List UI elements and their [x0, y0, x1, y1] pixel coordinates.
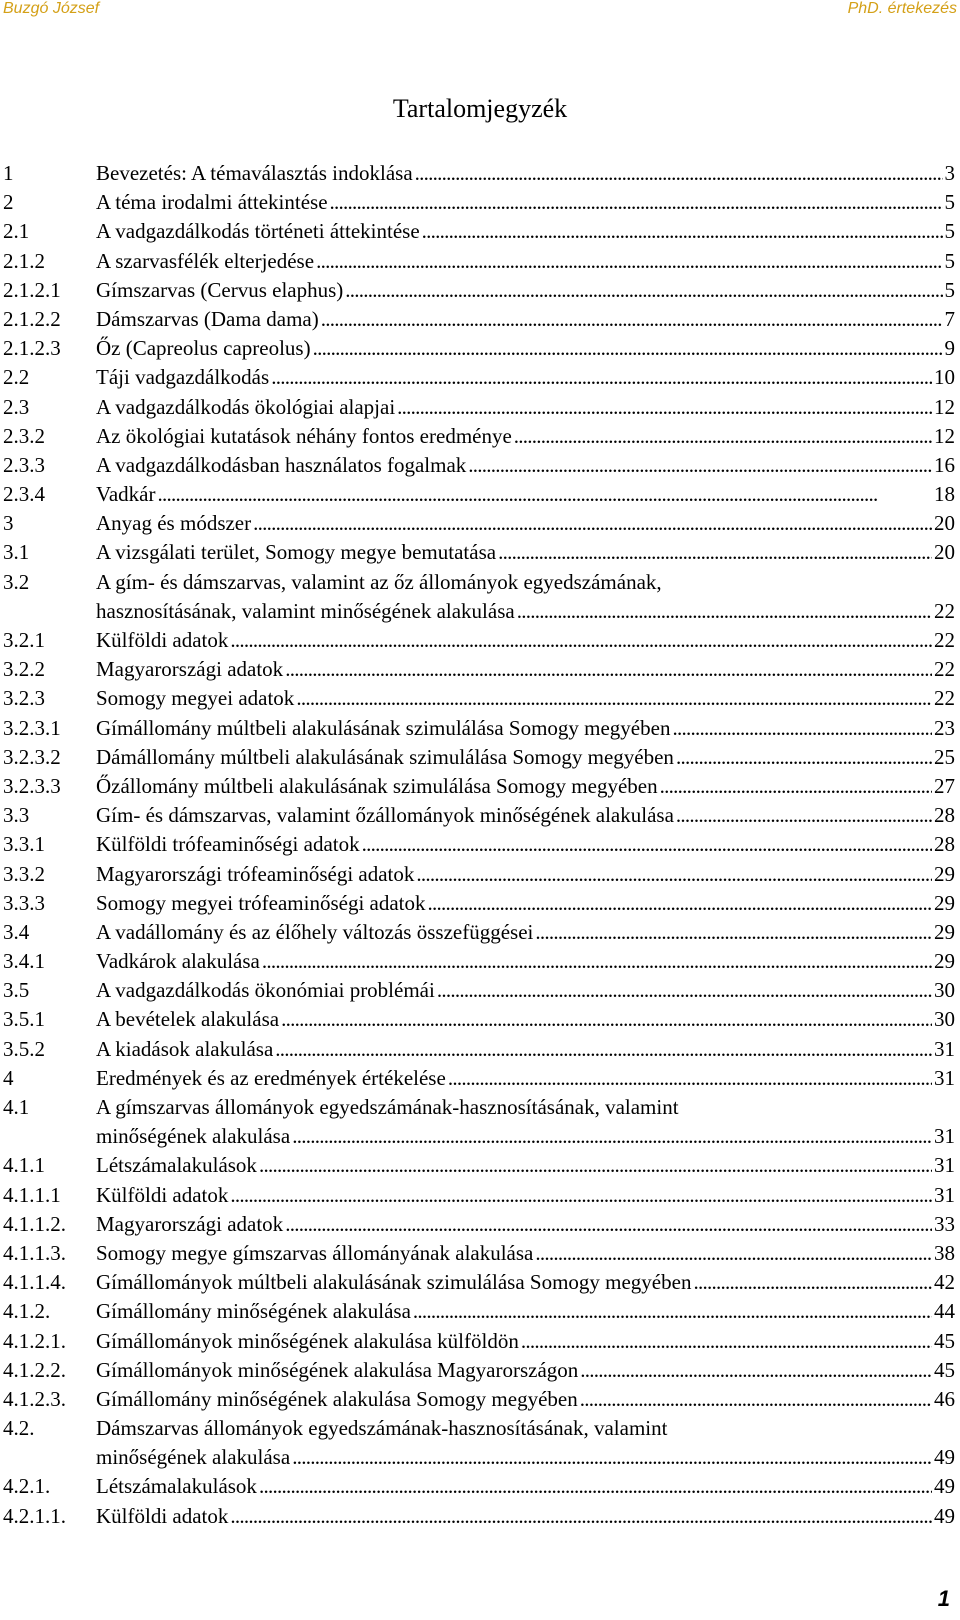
toc-entry-page: 29: [934, 890, 955, 915]
toc-entry-title: A vadgazdálkodás történeti áttekintése: [96, 219, 420, 244]
toc-entry-page: 31: [934, 1036, 955, 1061]
toc-entry-number: 4.2.: [3, 1416, 35, 1441]
toc-entry[interactable]: [3, 1385, 955, 1414]
toc-entry-number: 2.3.2: [3, 423, 45, 448]
toc-entry-title: minőségének alakulása: [96, 1445, 291, 1470]
toc-entry-page: 7: [944, 306, 955, 331]
toc-entry-page: 12: [934, 423, 955, 448]
dot-leader: [157, 480, 932, 509]
toc-entry-number: 3.3.3: [3, 890, 45, 915]
toc-entry-page: 29: [934, 949, 955, 974]
toc-entry-title-line1: A gím- és dámszarvas, valamint az őz állományok egyedszámának,: [96, 569, 662, 594]
toc-entry[interactable]: [3, 1327, 955, 1356]
toc-entry[interactable]: [3, 538, 955, 567]
dot-leader: [330, 188, 943, 217]
dot-leader: [253, 509, 932, 538]
toc-entry-line: [96, 393, 955, 422]
toc-entry-number: 4.1.1.4.: [3, 1270, 66, 1295]
dot-leader: [285, 1210, 932, 1239]
toc-entry[interactable]: [3, 772, 955, 801]
toc-entry-title: Gím- és dámszarvas, valamint őzállományok minőségének alakulása: [96, 803, 674, 828]
toc-entry[interactable]: [3, 1414, 955, 1472]
toc-entry-title: Gímállományok minőségének alakulása külföldön: [96, 1328, 519, 1353]
toc-entry-number: 4.1.2.2.: [3, 1357, 66, 1382]
toc-entry-title: hasznosításának, valamint minőségének alakulása: [96, 598, 515, 623]
dot-leader: [281, 1005, 932, 1034]
header-doc-type: PhD. értekezés: [847, 0, 957, 17]
toc-entry-number: 3.1: [3, 540, 30, 565]
toc-entry-page: 27: [934, 773, 955, 798]
toc-entry[interactable]: [3, 422, 955, 451]
toc-entry-line: [96, 1385, 955, 1414]
toc-entry-number: 3.3.1: [3, 832, 45, 857]
toc-entry-line: [96, 830, 955, 859]
dot-leader: [313, 334, 943, 363]
toc-entry-page: 12: [934, 394, 955, 419]
toc-entry-number: 3.5: [3, 978, 30, 1003]
toc-entry-page: 33: [934, 1211, 955, 1236]
toc-entry-number: 3: [3, 511, 14, 536]
toc-entry-title: A kiadások alakulása: [96, 1036, 274, 1061]
toc-entry-title: A vadállomány és az élőhely változás összefüggései: [96, 919, 534, 944]
toc-entry[interactable]: [3, 801, 955, 830]
toc-entry-number: 2.1.2.1: [3, 277, 61, 302]
toc-entry-line: [96, 538, 955, 567]
toc-entry-page: 31: [934, 1065, 955, 1090]
toc-entry-title: Magyarországi trófeaminőségi adatok: [96, 861, 415, 886]
toc-entry[interactable]: [3, 1005, 955, 1034]
toc-entry-line: [96, 947, 955, 976]
dot-leader: [580, 1385, 932, 1414]
dot-leader: [676, 743, 932, 772]
toc-entry-title: Gímállomány múltbeli alakulásának szimulálása Somogy megyében: [96, 715, 671, 740]
dot-leader: [514, 422, 932, 451]
page-header: [0, 0, 960, 20]
toc-entry[interactable]: [3, 684, 955, 713]
toc-entry-page: 16: [934, 452, 955, 477]
dot-leader: [259, 1151, 932, 1180]
toc-entry-page: 28: [934, 803, 955, 828]
page-title: Tartalomjegyzék: [392, 94, 568, 123]
toc-entry-line: [96, 714, 955, 743]
toc-entry[interactable]: [3, 1064, 955, 1093]
toc-entry-line: [96, 1181, 955, 1210]
toc-entry[interactable]: [3, 655, 955, 684]
toc-entry-line: [96, 860, 955, 889]
dot-leader: [437, 976, 932, 1005]
toc-entry-page: 31: [934, 1153, 955, 1178]
toc-entry[interactable]: [3, 363, 955, 392]
toc-entry-number: 3.4: [3, 919, 30, 944]
page-number: 1: [937, 1586, 950, 1611]
toc-entry-title: Gímállományok minőségének alakulása Magyarországon: [96, 1357, 579, 1382]
dot-leader: [676, 801, 932, 830]
toc-entry-number: 3.5.1: [3, 1007, 45, 1032]
toc-entry-title: Külföldi adatok: [96, 628, 229, 652]
toc-entry-title: Eredmények és az eredmények értékelése: [96, 1065, 446, 1090]
toc-entry[interactable]: [3, 1035, 955, 1064]
toc-entry-title: Dámszarvas (Dama dama): [96, 306, 319, 331]
toc-entry-line: [96, 363, 955, 392]
toc-entry-number: 4.2.1.1.: [3, 1503, 66, 1528]
toc-entry-line: [96, 597, 955, 626]
dot-leader: [262, 947, 932, 976]
toc-entry[interactable]: [3, 626, 955, 655]
dot-leader: [415, 159, 943, 188]
toc-entry-title: Somogy megyei trófeaminőségi adatok: [96, 890, 426, 915]
toc-entry-title: A vadgazdálkodás ökonómiai problémái: [96, 978, 435, 1003]
toc-entry-page: 29: [934, 919, 955, 944]
toc-entry-number: 3.2.3.3: [3, 773, 61, 798]
header-author: Buzgó József: [3, 0, 100, 17]
toc-entry-number: 3.2.1: [3, 628, 45, 652]
toc-entry-number: 3.4.1: [3, 949, 45, 974]
toc-entry-line: [96, 801, 955, 830]
toc-entry-line: [96, 743, 955, 772]
toc-entry[interactable]: [3, 1151, 955, 1180]
toc-entry-number: 2.3.3: [3, 452, 45, 477]
toc-entry[interactable]: [3, 480, 955, 509]
toc-entry[interactable]: [3, 1472, 955, 1501]
toc-entry-line: [96, 1297, 955, 1326]
toc-entry-number: 4.1.2.: [3, 1299, 51, 1324]
toc-entry-title: Somogy megye gímszarvas állományának alakulása: [96, 1240, 534, 1265]
dot-leader: [580, 1356, 932, 1385]
toc-entry-line: [96, 509, 955, 538]
toc-entry-page: 29: [934, 861, 955, 886]
toc-entry-page: 5: [944, 190, 955, 215]
toc-entry-page: 44: [934, 1299, 955, 1324]
toc-entry-page: 45: [934, 1328, 955, 1353]
toc-entry-number: 2.3: [3, 394, 30, 419]
toc-entry[interactable]: [3, 830, 955, 859]
toc-entry-title: Bevezetés: A témaválasztás indoklása: [96, 161, 413, 185]
toc-entry-number: 4: [3, 1065, 14, 1090]
toc-entry[interactable]: [3, 568, 955, 626]
toc-entry-number: 3.2.3.1: [3, 715, 61, 740]
toc-entry-number: 4.1.1.3.: [3, 1240, 66, 1265]
toc-entry-line: [96, 334, 955, 363]
dot-leader: [498, 538, 932, 567]
dot-leader: [428, 889, 932, 918]
toc-entry-title: Külföldi adatok: [96, 1503, 229, 1528]
toc-entry-title: Külföldi trófeaminőségi adatok: [96, 832, 360, 857]
toc-entry-page: 45: [934, 1357, 955, 1382]
toc-entry-line: [96, 772, 955, 801]
toc-entry-title: Gímszarvas (Cervus elaphus): [96, 277, 344, 302]
dot-leader: [292, 1443, 932, 1472]
dot-leader: [296, 684, 932, 713]
toc-entry-number: 2.1.2: [3, 248, 45, 273]
toc-entry-page: 22: [934, 598, 955, 623]
dot-leader: [422, 217, 943, 246]
toc-entry-page: 18: [934, 482, 955, 507]
toc-entry-page: 49: [934, 1445, 955, 1470]
toc-entry-title: A szarvasfélék elterjedése: [96, 248, 315, 273]
toc-entry[interactable]: [3, 188, 955, 217]
dot-leader: [397, 393, 932, 422]
toc-entry-page: 38: [934, 1240, 955, 1265]
toc-entry-title: A vizsgálati terület, Somogy megye bemutatása: [96, 540, 497, 565]
toc-entry-line: [96, 1122, 955, 1151]
dot-leader: [535, 1239, 932, 1268]
toc-entry-page: 28: [934, 832, 955, 857]
toc-entry-line: [96, 480, 955, 509]
dot-leader: [230, 1181, 932, 1210]
toc-entry-page: 25: [934, 744, 955, 769]
toc-entry-number: 2.1: [3, 219, 30, 244]
dot-leader: [517, 597, 932, 626]
toc-entry-page: 30: [934, 978, 955, 1003]
toc-entry[interactable]: [3, 1239, 955, 1268]
toc-entry[interactable]: [3, 247, 955, 276]
toc-entry-number: 2.3.4: [3, 482, 45, 507]
toc-entry-number: 1: [3, 161, 14, 185]
toc-entry[interactable]: [3, 217, 955, 246]
toc-entry[interactable]: [3, 159, 955, 188]
toc-entry[interactable]: [3, 1210, 955, 1239]
toc-entry-number: 4.1.2.1.: [3, 1328, 66, 1353]
toc-entry[interactable]: [3, 276, 955, 305]
toc-entry[interactable]: [3, 509, 955, 538]
dot-leader: [259, 1472, 932, 1501]
toc-entry-page: 5: [944, 277, 955, 302]
toc-entry-title: Az ökológiai kutatások néhány fontos eredménye: [96, 423, 512, 448]
toc-entry-title: Magyarországi adatok: [96, 1211, 284, 1236]
toc-entry-page: 5: [944, 248, 955, 273]
dot-leader: [413, 1297, 932, 1326]
toc-entry-title: Őz (Capreolus capreolus): [96, 336, 311, 361]
toc-entry-page: 20: [934, 540, 955, 565]
toc-entry-number: 2.2: [3, 365, 30, 390]
toc-entry-page: 49: [934, 1474, 955, 1499]
toc-entry-page: 22: [934, 657, 955, 682]
dot-leader: [316, 247, 942, 276]
toc-entry[interactable]: [3, 334, 955, 363]
toc-entry[interactable]: [3, 1502, 955, 1531]
toc-entry-line: [96, 626, 955, 655]
toc-entry-page: 22: [934, 686, 955, 711]
toc-entry[interactable]: [3, 889, 955, 918]
toc-entry-line: [96, 305, 955, 334]
toc-entry-page: 22: [934, 628, 955, 652]
toc-entry[interactable]: [3, 947, 955, 976]
toc-entry-title: Létszámalakulások: [96, 1474, 257, 1499]
toc-entry-number: 3.2.2: [3, 657, 45, 682]
toc-entry-page: 9: [944, 336, 955, 361]
toc-entry-line: [96, 1472, 955, 1501]
dot-leader: [448, 1064, 932, 1093]
toc-entry-number: 2.1.2.3: [3, 336, 61, 361]
toc-entry-page: 49: [934, 1503, 955, 1528]
toc-entry-number: 3.2.3.2: [3, 744, 61, 769]
toc-entry-number: 3.2: [3, 569, 30, 594]
toc-entry-page: 10: [934, 365, 955, 390]
toc-entry-line: [96, 188, 955, 217]
toc-entry[interactable]: [3, 976, 955, 1005]
toc-entry-number: 3.3.2: [3, 861, 45, 886]
toc-entry[interactable]: [3, 918, 955, 947]
toc-entry-title: Táji vadgazdálkodás: [96, 365, 270, 390]
dot-leader: [345, 276, 942, 305]
toc-entry-line: [96, 684, 955, 713]
toc-entry-number: 4.1: [3, 1095, 30, 1119]
toc-entry-line: [96, 1327, 955, 1356]
toc-entry-number: 4.1.1: [3, 1153, 45, 1178]
toc-entry[interactable]: [3, 1181, 955, 1210]
dot-leader: [416, 860, 932, 889]
dot-leader: [693, 1268, 932, 1297]
toc-entry-title: A vadgazdálkodásban használatos fogalmak: [96, 452, 467, 477]
toc-entry-line: [96, 247, 955, 276]
toc-entry[interactable]: [3, 1093, 955, 1151]
toc-entry-page: 20: [934, 511, 955, 536]
toc-entry[interactable]: [3, 860, 955, 889]
toc-entry-page: 31: [934, 1182, 955, 1207]
toc-entry-line: [96, 1005, 955, 1034]
dot-leader: [230, 626, 932, 655]
toc-entry-line: [96, 1502, 955, 1531]
toc-entry-number: 4.2.1.: [3, 1474, 51, 1499]
toc-entry-title: Anyag és módszer: [96, 511, 252, 536]
toc-entry-page: 46: [934, 1386, 955, 1411]
toc-entry-line: [96, 1443, 955, 1472]
toc-entry-page: 23: [934, 715, 955, 740]
toc-entry[interactable]: [3, 393, 955, 422]
toc-entry-line: [96, 1064, 955, 1093]
toc-entry-title: Magyarországi adatok: [96, 657, 284, 682]
toc-entry[interactable]: [3, 714, 955, 743]
toc-entry-number: 2: [3, 190, 14, 215]
toc-entry-line: [96, 1239, 955, 1268]
toc-entry-line: [96, 217, 955, 246]
toc-entry-title: Gímállomány minőségének alakulása: [96, 1299, 411, 1324]
toc-entry-line: [96, 1268, 955, 1297]
dot-leader: [275, 1035, 932, 1064]
toc-entry-page: 31: [934, 1124, 955, 1149]
toc-entry-title: A téma irodalmi áttekintése: [96, 190, 328, 215]
toc-entry-title: Gímállomány minőségének alakulása Somogy megyében: [96, 1386, 578, 1411]
dot-leader: [535, 918, 932, 947]
toc-entry-title: Somogy megyei adatok: [96, 686, 295, 711]
toc-entry-line: [96, 1035, 955, 1064]
toc-entry-title: minőségének alakulása: [96, 1124, 291, 1149]
toc-entry[interactable]: [3, 451, 955, 480]
toc-entry-page: 3: [944, 161, 955, 185]
toc-entry-number: 3.2.3: [3, 686, 45, 711]
dot-leader: [672, 714, 932, 743]
dot-leader: [362, 830, 932, 859]
toc-entry-title-line1: Dámszarvas állományok egyedszámának-hasznosításának, valamint: [96, 1416, 668, 1441]
toc-entry-title: Vadkár: [96, 482, 156, 507]
toc-entry-line: [96, 159, 955, 188]
toc-entry-number: 4.1.1.2.: [3, 1211, 66, 1236]
toc-entry-page: 42: [934, 1270, 955, 1295]
dot-leader: [292, 1122, 932, 1151]
toc-entry-title: Vadkárok alakulása: [96, 949, 260, 974]
dot-leader: [660, 772, 932, 801]
toc-entry-line: [96, 422, 955, 451]
dot-leader: [521, 1327, 932, 1356]
toc-entry-line: [96, 276, 955, 305]
toc-entry-line: [96, 918, 955, 947]
toc-entry-page: 5: [944, 219, 955, 244]
toc-entry[interactable]: [3, 1268, 955, 1297]
toc-entry-line: [96, 1356, 955, 1385]
toc-entry-title: A vadgazdálkodás ökológiai alapjai: [96, 394, 396, 419]
toc-entry-line: [96, 1210, 955, 1239]
toc-entry[interactable]: [3, 305, 955, 334]
dot-leader: [468, 451, 932, 480]
toc-entry-line: [96, 451, 955, 480]
dot-leader: [285, 655, 932, 684]
toc-entry-line: [96, 889, 955, 918]
toc-entry[interactable]: [3, 743, 955, 772]
toc-entry-number: 4.1.1.1: [3, 1182, 61, 1207]
toc-entry-title: Őzállomány múltbeli alakulásának szimulálása Somogy megyében: [96, 773, 658, 798]
table-of-contents: [3, 159, 955, 1531]
toc-entry-title: A bevételek alakulása: [96, 1007, 280, 1032]
toc-entry-title: Létszámalakulások: [96, 1153, 257, 1178]
toc-entry-title: Dámállomány múltbeli alakulásának szimulálása Somogy megyében: [96, 744, 674, 769]
dot-leader: [271, 363, 932, 392]
toc-entry-line: [96, 1151, 955, 1180]
toc-entry-title: Gímállományok múltbeli alakulásának szimulálása Somogy megyében: [96, 1270, 692, 1295]
toc-entry-number: 3.5.2: [3, 1036, 45, 1061]
toc-entry-title-line1: A gímszarvas állományok egyedszámának-hasznosításának, valamint: [96, 1095, 679, 1119]
toc-entry-line: [96, 655, 955, 684]
toc-entry-page: 30: [934, 1007, 955, 1032]
toc-entry-number: 4.1.2.3.: [3, 1386, 66, 1411]
toc-entry-number: 3.3: [3, 803, 30, 828]
toc-entry-line: [96, 976, 955, 1005]
dot-leader: [230, 1502, 932, 1531]
dot-leader: [321, 305, 943, 334]
toc-entry[interactable]: [3, 1297, 955, 1326]
toc-entry-title: Külföldi adatok: [96, 1182, 229, 1207]
toc-entry[interactable]: [3, 1356, 955, 1385]
toc-entry-number: 2.1.2.2: [3, 306, 61, 331]
